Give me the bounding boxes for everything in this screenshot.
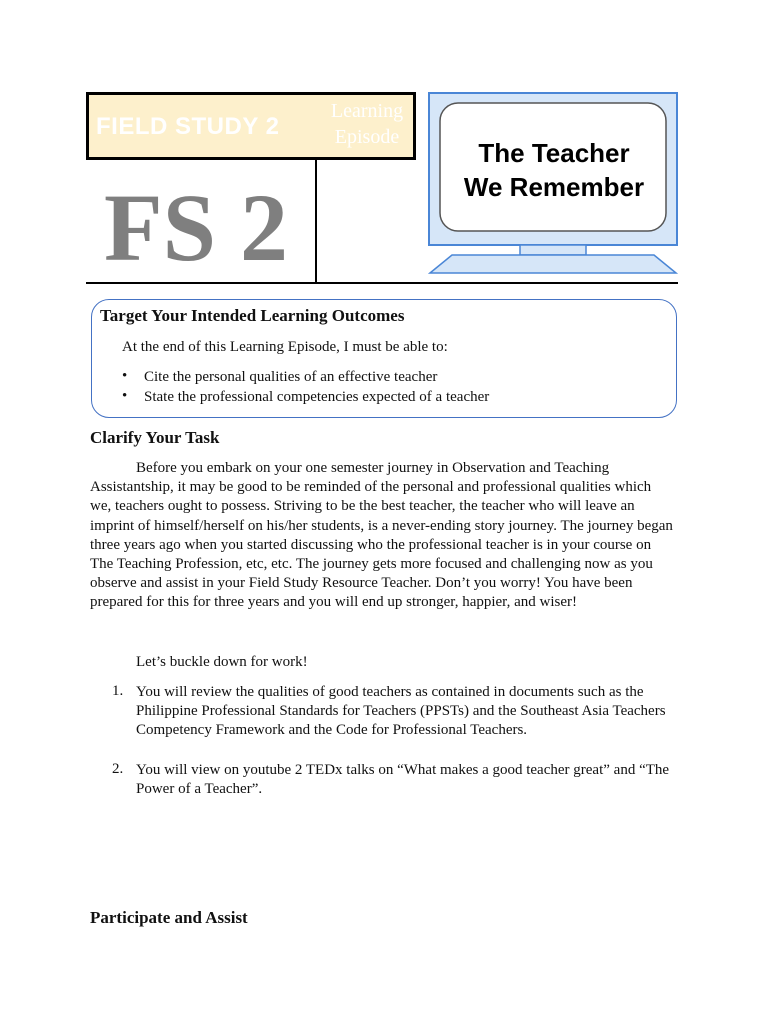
paragraph-line: The Teaching Profession, etc, etc. The journey gets more focused and challenging now as you [90, 556, 653, 573]
banner-title: FIELD STUDY 2 [96, 113, 280, 140]
outcome-item: Cite the personal qualities of an effective teacher [144, 369, 438, 385]
list-item-line: You will view on youtube 2 TEDx talks on “What makes a good teacher great” and “The [136, 762, 670, 778]
learning-outcomes-intro: At the end of this Learning Episode, I must be able to: [122, 339, 448, 355]
paragraph-line: imprint of himself/herself on his/her students, is a never-ending story journey. The journey began [90, 517, 673, 534]
participate-assist-heading: Participate and Assist [90, 908, 248, 927]
episode-title-line2: We Remember [463, 172, 645, 202]
banner-episode-label: Episode [334, 126, 400, 148]
bullet-icon: • [122, 368, 128, 384]
learning-outcomes-heading: Target Your Intended Learning Outcomes [100, 306, 405, 325]
banner-learning-label: Learning [330, 100, 404, 122]
list-item [136, 761, 669, 799]
list-item-line: Philippine Professional Standards for Teachers (PPSTs) and the Southeast Asia Teachers [136, 703, 666, 720]
header-horizontal-divider [86, 282, 678, 284]
list-number: 2. [112, 761, 124, 777]
header-vertical-divider [315, 160, 317, 283]
paragraph-line: prepared for this for three years and you will end up stronger, happier, and wiser! [90, 594, 577, 611]
paragraph-line: Assistantship, it may be good to be reminded of the personal and professional qualities which [90, 479, 652, 496]
paragraph-line: Before you embark on your one semester journey in Observation and Teaching [136, 460, 610, 476]
paragraph-line: three years ago when you started discussing who the professional teacher is in your course on [90, 536, 652, 553]
fs-label: FS 2 [104, 174, 289, 281]
list-item [136, 683, 666, 741]
list-item-line: You will review the qualities of good teachers as contained in documents such as the [136, 684, 644, 700]
list-number: 1. [112, 683, 124, 699]
paragraph-line: we, teachers ought to possess. Striving to be the best teacher, the teacher who will leave an [90, 498, 635, 515]
paragraph-line: observe and assist in your Field Study Resource Teacher. Don’t you worry! You have been [90, 575, 633, 592]
bullet-icon: • [122, 388, 128, 404]
episode-title-line1: The Teacher [478, 138, 630, 168]
clarify-task-heading: Clarify Your Task [90, 428, 220, 447]
clarify-task-paragraph [90, 459, 690, 613]
buckle-down-text: Let’s buckle down for work! [136, 654, 308, 670]
list-item-line: Power of a Teacher”. [136, 781, 263, 798]
list-item-line: Competency Framework and the Code for Professional Teachers. [136, 722, 528, 739]
outcome-item: State the professional competencies expected of a teacher [144, 389, 490, 405]
